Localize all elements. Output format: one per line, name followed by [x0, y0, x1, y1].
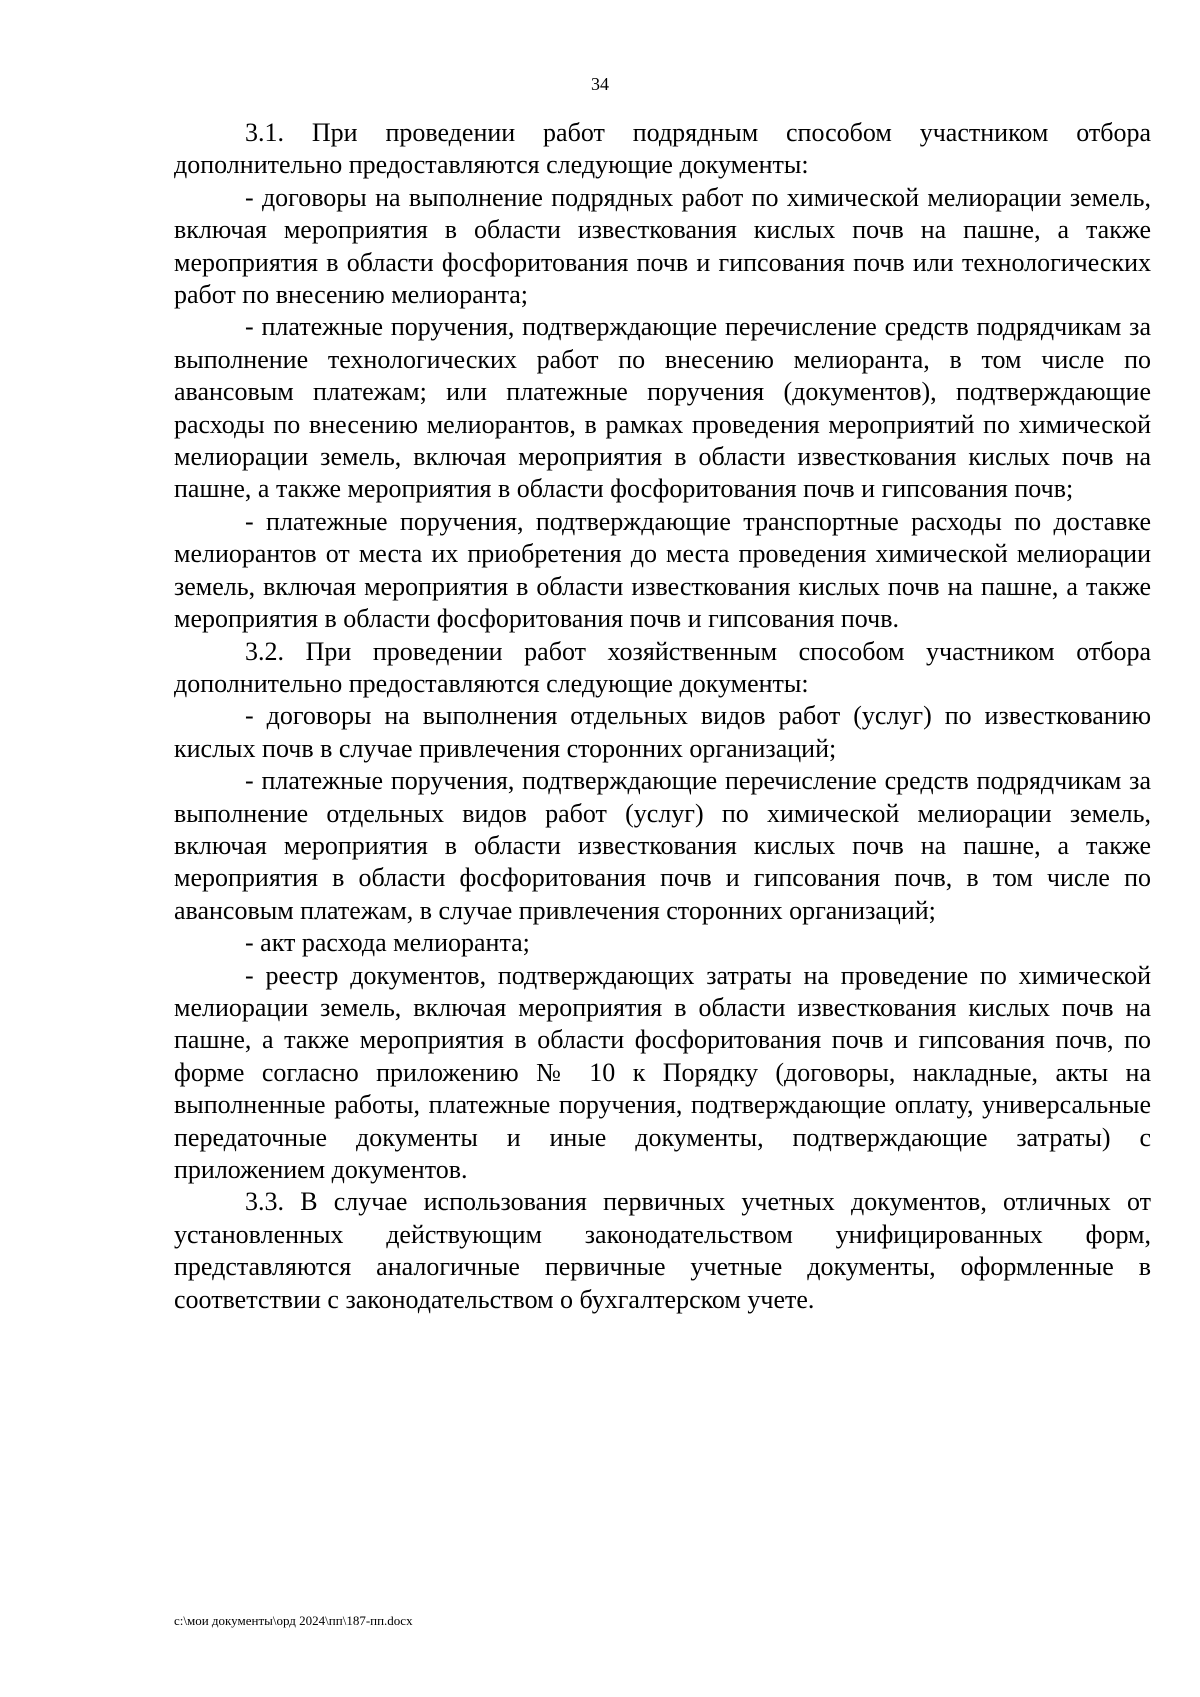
paragraph-contractor-payments: - платежные поручения, подтверждающие перечисление средств подрядчикам за выполнение отдельных видов работ (услуг) по химической мелиорации земель, включая мероприятия в области известкования кислых почв на пашне, а также мероприятия в области фосфоритования почв и гипсования почв, в том числе по авансовым платежам, в случае привлечения сторонних организаций; [174, 766, 1151, 925]
page-number: 34 [591, 74, 609, 94]
document-body [174, 117, 1151, 1316]
paragraph-transport-payments: - платежные поручения, подтверждающие транспортные расходы по доставке мелиорантов от места их приобретения до места проведения химической мелиорации земель, включая мероприятия в области известкования кислых почв на пашне, а также мероприятия в области фосфоритования почв и гипсования почв. [174, 506, 1151, 634]
paragraph-contracts: - договоры на выполнение подрядных работ по химической мелиорации земель, включая мероприятия в области известкования кислых почв на пашне, а также мероприятия в области фосфоритования почв и гипсования почв или технологических работ по внесению мелиоранта; [174, 182, 1151, 310]
paragraph-3-3: 3.3. В случае использования первичных учетных документов, отличных от установленных действующим законодательством унифицированных форм, представляются аналогичные первичные учетные документы, оформленные в соответствии с законодательством о бухгалтерском учете. [174, 1187, 1151, 1314]
paragraph-3-1: 3.1. При проведении работ подрядным способом участником отбора дополнительно предоставляются следующие документы: [174, 118, 1151, 180]
paragraph-service-contracts: - договоры на выполнения отдельных видов работ (услуг) по известкованию кислых почв в случае привлечения сторонних организаций; [174, 701, 1151, 763]
paragraph-payment-orders: - платежные поручения, подтверждающие перечисление средств подрядчикам за выполнение технологических работ по внесению мелиоранта, в том числе по авансовым платежам; или платежные поручения (документов), подтверждающие расходы по внесению мелиорантов, в рамках проведения мероприятий по химической мелиорации земель, включая мероприятия в области известкования кислых почв на пашне, а также мероприятия в области фосфоритования почв и гипсования почв; [174, 312, 1151, 504]
file-path-footer: c:\мои документы\орд 2024\пп\187-пп.docx [174, 1613, 413, 1628]
paragraph-ameliorant-act: - акт расхода мелиоранта; [245, 928, 530, 958]
paragraph-3-2: 3.2. При проведении работ хозяйственным способом участником отбора дополнительно предоставляются следующие документы: [174, 636, 1151, 698]
paragraph-document-registry: - реестр документов, подтверждающих затраты на проведение по химической мелиорации земель, включая мероприятия в области известкования кислых почв на пашне, а также мероприятия в области фосфоритования почв и гипсования почв, по форме согласно приложению № 10 к Порядку (договоры, накладные, акты на выполненные работы, платежные поручения, подтверждающие оплату, универсальные передаточные документы и иные документы, подтверждающие затраты) с приложением документов. [174, 960, 1151, 1184]
